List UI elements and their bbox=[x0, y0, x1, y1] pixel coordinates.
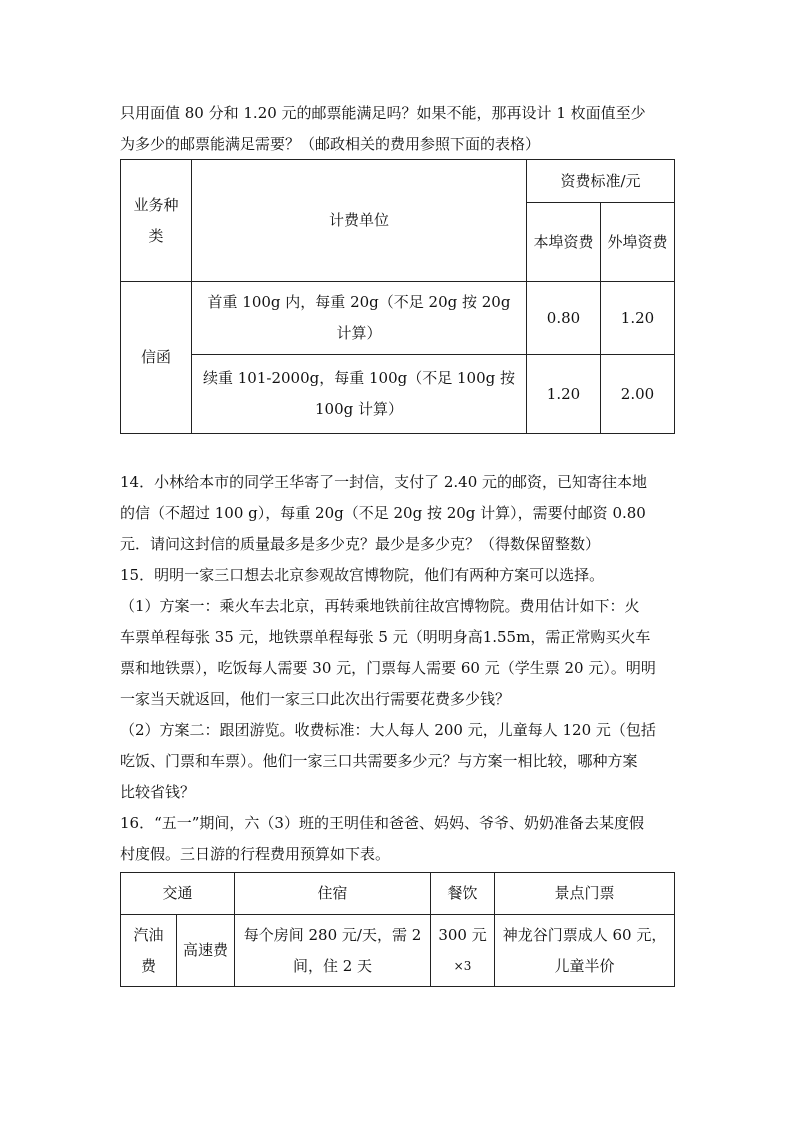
attraction-ticket-cost: 神龙谷门票成人 60 元，儿童半价 bbox=[495, 915, 675, 987]
trip-budget-table bbox=[120, 872, 675, 987]
row1-nonlocal-rate: 1.20 bbox=[601, 282, 675, 355]
q16-line-1: 16．“五一”期间，六（3）班的王明佳和爸爸、妈妈、爷爷、奶奶准备去某度假 bbox=[120, 814, 644, 832]
q15-line-7: 吃饭、门票和车票）。他们一家三口共需要多少元？与方案一相比较，哪种方案 bbox=[120, 752, 638, 770]
header-meals: 餐饮 bbox=[431, 873, 495, 915]
header-billing-unit: 计费单位 bbox=[192, 160, 527, 282]
row1-local-rate: 0.80 bbox=[527, 282, 601, 355]
q15-line-1: 15．明明一家三口想去北京参观故宫博物院，他们有两种方案可以选择。 bbox=[120, 566, 605, 584]
meals-amount: 300 元 bbox=[438, 925, 487, 944]
toll-cost: 高速费 bbox=[177, 915, 235, 987]
postage-table bbox=[120, 159, 675, 434]
row1-billing-unit: 首重 100g 内，每重 20g（不足 20g 按 20g 计算） bbox=[192, 282, 527, 355]
q14-line-3: 元．请问这封信的质量最多是多少克？最少是多少克？（得数保留整数） bbox=[120, 535, 601, 553]
q14-line-2: 的信（不超过 100 g），每重 20g（不足 20g 按 20g 计算），需要付邮资 0.80 bbox=[120, 504, 646, 522]
meals-times: ×3 bbox=[453, 958, 472, 973]
q15-line-8: 比较省钱？ bbox=[120, 783, 196, 801]
header-transport: 交通 bbox=[121, 873, 235, 915]
q15-line-6: （2）方案二：跟团游览。收费标准：大人每人 200 元，儿童每人 120 元（包括 bbox=[120, 721, 656, 739]
row2-local-rate: 1.20 bbox=[527, 355, 601, 434]
row2-nonlocal-rate: 2.00 bbox=[601, 355, 675, 434]
q15-line-2: （1）方案一：乘火车去北京，再转乘地铁前往故宫博物院。费用估计如下：火 bbox=[120, 597, 640, 615]
q14-line-1: 14．小林给本市的同学王华寄了一封信，支付了 2.40 元的邮资，已知寄往本地 bbox=[120, 473, 648, 491]
header-nonlocal-rate: 外埠资费 bbox=[601, 203, 675, 282]
category-letter: 信函 bbox=[121, 282, 192, 434]
q15-line-3: 车票单程每张 35 元，地铁票单程每张 5 元（明明身高1.55m，需正常购买火车 bbox=[120, 628, 651, 646]
q15-line-4: 票和地铁票），吃饭每人需要 30 元，门票每人需要 60 元（学生票 20 元）。明明 bbox=[120, 659, 656, 677]
header-attraction-tickets: 景点门票 bbox=[495, 873, 675, 915]
intro-line-2: 为多少的邮票能满足需要？（邮政相关的费用参照下面的表格） bbox=[120, 135, 541, 153]
page bbox=[120, 98, 674, 987]
header-business-type: 业务种类 bbox=[121, 160, 192, 282]
header-local-rate: 本埠资费 bbox=[527, 203, 601, 282]
row2-billing-unit: 续重 101-2000g，每重 100g（不足 100g 按 100g 计算） bbox=[192, 355, 527, 434]
fuel-cost: 汽油费 bbox=[121, 915, 177, 987]
meals-cost bbox=[431, 915, 495, 987]
q15-line-5: 一家当天就返回，他们一家三口此次出行需要花费多少钱？ bbox=[120, 690, 511, 708]
header-lodging: 住宿 bbox=[235, 873, 431, 915]
lodging-cost: 每个房间 280 元/天，需 2 间，住 2 天 bbox=[235, 915, 431, 987]
header-rate-standard: 资费标准/元 bbox=[527, 160, 675, 203]
intro-line-1: 只用面值 80 分和 1.20 元的邮票能满足吗？如果不能，那再设计 1 枚面值至少 bbox=[120, 104, 646, 122]
q16-line-2: 村度假。三日游的行程费用预算如下表。 bbox=[120, 845, 391, 863]
